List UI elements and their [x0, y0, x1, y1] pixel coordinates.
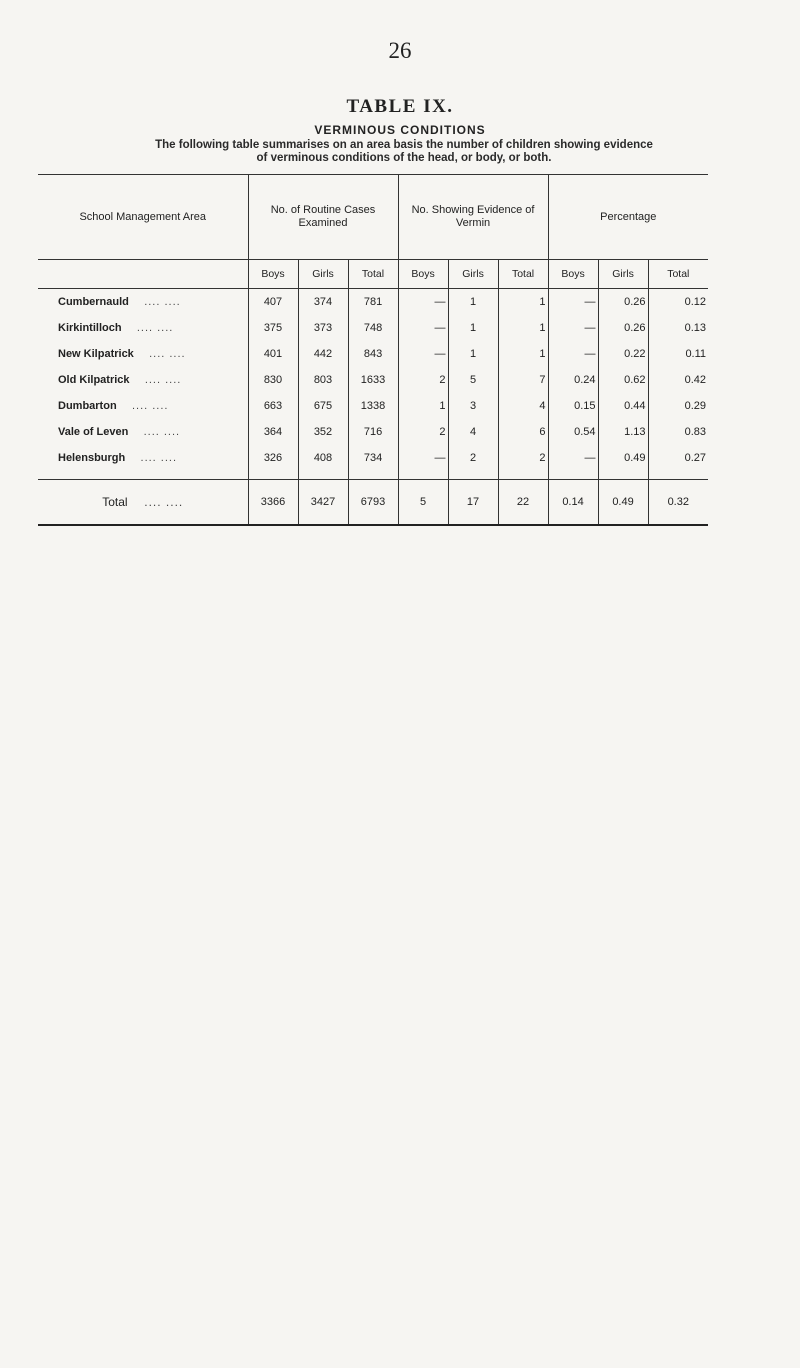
intro-line-2: of verminous conditions of the head, or body, or both. — [256, 152, 552, 164]
total-cell: 0.49 — [598, 480, 648, 526]
table-cell: 408 — [298, 445, 348, 471]
table-cell: 734 — [348, 445, 398, 471]
table-cell: — — [548, 315, 598, 341]
table-cell: 0.42 — [684, 374, 707, 386]
header-blank — [38, 260, 248, 289]
total-cell: 5 — [398, 480, 448, 526]
intro-text — [44, 139, 764, 165]
header-sub: Girls — [298, 260, 348, 289]
table-cell: 803 — [298, 367, 348, 393]
header-sub: Total — [348, 260, 398, 289]
table-cell: 2 — [398, 419, 448, 445]
table-cell: 352 — [298, 419, 348, 445]
page-number: 26 — [388, 38, 412, 63]
table-cell: 326 — [248, 445, 298, 471]
table-row — [38, 341, 708, 367]
table-cell: 4 — [448, 419, 498, 445]
table-cell: — — [398, 445, 448, 471]
area-name: Cumbernauld .... .... — [38, 289, 248, 316]
table-cell: 0.44 — [598, 393, 648, 419]
table-body — [38, 289, 708, 472]
table-cell: 6 — [498, 419, 548, 445]
header-sub: Total — [648, 260, 708, 289]
table-cell: 407 — [248, 289, 298, 316]
table-cell: 0.22 — [598, 341, 648, 367]
intro-line-1: The following table summarises on an area basis the number of children showing evidence — [155, 139, 653, 151]
table-cell: 781 — [348, 289, 398, 316]
table-cell: 1 — [398, 393, 448, 419]
table-cell: 0.15 — [548, 393, 598, 419]
table-cell: 0.27 — [684, 452, 707, 464]
table-cell: 0.26 — [598, 315, 648, 341]
table-cell: 843 — [348, 341, 398, 367]
table-cell: — — [398, 289, 448, 316]
spacer-row — [38, 471, 708, 480]
table-cell: 675 — [298, 393, 348, 419]
table-cell: 401 — [248, 341, 298, 367]
header-sub: Total — [498, 260, 548, 289]
table-cell: 1 — [498, 289, 548, 316]
table-cell: 1 — [498, 315, 548, 341]
header-sub: Boys — [398, 260, 448, 289]
table-cell: 1338 — [348, 393, 398, 419]
table-cell: 375 — [248, 315, 298, 341]
table-cell: 2 — [498, 445, 548, 471]
table-cell: 0.49 — [598, 445, 648, 471]
table-cell: 0.83 — [684, 426, 707, 438]
table-cell: 442 — [298, 341, 348, 367]
header-sub: Boys — [248, 260, 298, 289]
table-title: TABLE IX. — [346, 96, 454, 117]
table-row — [38, 419, 708, 445]
table-cell: 830 — [248, 367, 298, 393]
table-cell: 1633 — [348, 367, 398, 393]
header-cases-examined: No. of Routine Cases Examined — [248, 175, 398, 260]
total-cell: 22 — [498, 480, 548, 526]
table-cell: 0.12 — [684, 296, 707, 308]
table-cell: — — [398, 315, 448, 341]
table-cell: 7 — [498, 367, 548, 393]
table-cell: 1 — [448, 341, 498, 367]
table-cell: 716 — [348, 419, 398, 445]
header-row-group — [38, 175, 708, 260]
area-name: Vale of Leven .... .... — [38, 419, 248, 445]
header-area: School Management Area — [38, 175, 248, 260]
area-name: Dumbarton .... .... — [38, 393, 248, 419]
area-name: New Kilpatrick .... .... — [38, 341, 248, 367]
table-subtitle: VERMINOUS CONDITIONS — [314, 123, 486, 137]
table-cell: — — [548, 341, 598, 367]
table-cell: 374 — [298, 289, 348, 316]
table-row — [38, 367, 708, 393]
table-row — [38, 289, 708, 316]
table-cell: 4 — [498, 393, 548, 419]
vermin-table — [38, 174, 708, 526]
table-row — [38, 393, 708, 419]
table-cell: 364 — [248, 419, 298, 445]
table-cell: 373 — [298, 315, 348, 341]
total-row — [38, 480, 708, 526]
total-cell: 0.14 — [548, 480, 598, 526]
total-cell: 3427 — [298, 480, 348, 526]
area-name: Helensburgh .... .... — [38, 445, 248, 471]
area-name: Old Kilpatrick .... .... — [38, 367, 248, 393]
table-cell: 0.29 — [684, 400, 707, 412]
table-row — [38, 445, 708, 471]
area-name: Kirkintilloch .... .... — [38, 315, 248, 341]
table-cell: 1 — [448, 315, 498, 341]
table-cell: — — [548, 445, 598, 471]
table-cell: 0.24 — [548, 367, 598, 393]
table-cell: 2 — [448, 445, 498, 471]
total-label: Total .... .... — [38, 480, 248, 526]
total-cell: 0.32 — [648, 480, 708, 526]
table-cell: 0.62 — [598, 367, 648, 393]
table-cell: 1 — [498, 341, 548, 367]
table-cell: 748 — [348, 315, 398, 341]
header-sub: Girls — [448, 260, 498, 289]
table-cell: 3 — [448, 393, 498, 419]
table-cell: 2 — [398, 367, 448, 393]
total-cell: 6793 — [348, 480, 398, 526]
header-sub: Boys — [548, 260, 598, 289]
table-cell: — — [548, 289, 598, 316]
table-cell: 663 — [248, 393, 298, 419]
table-cell: 0.54 — [548, 419, 598, 445]
table-cell: 1.13 — [598, 419, 648, 445]
table-cell: 0.13 — [684, 322, 707, 334]
table-cell: 1 — [448, 289, 498, 316]
header-row-sub — [38, 260, 708, 289]
table-cell: 5 — [448, 367, 498, 393]
header-evidence: No. Showing Evidence of Vermin — [398, 175, 548, 260]
table-row — [38, 315, 708, 341]
header-sub: Girls — [598, 260, 648, 289]
table-cell: — — [398, 341, 448, 367]
total-cell: 3366 — [248, 480, 298, 526]
table-cell: 0.11 — [685, 348, 707, 360]
table-cell: 0.26 — [598, 289, 648, 316]
header-percentage: Percentage — [548, 175, 708, 260]
total-cell: 17 — [448, 480, 498, 526]
